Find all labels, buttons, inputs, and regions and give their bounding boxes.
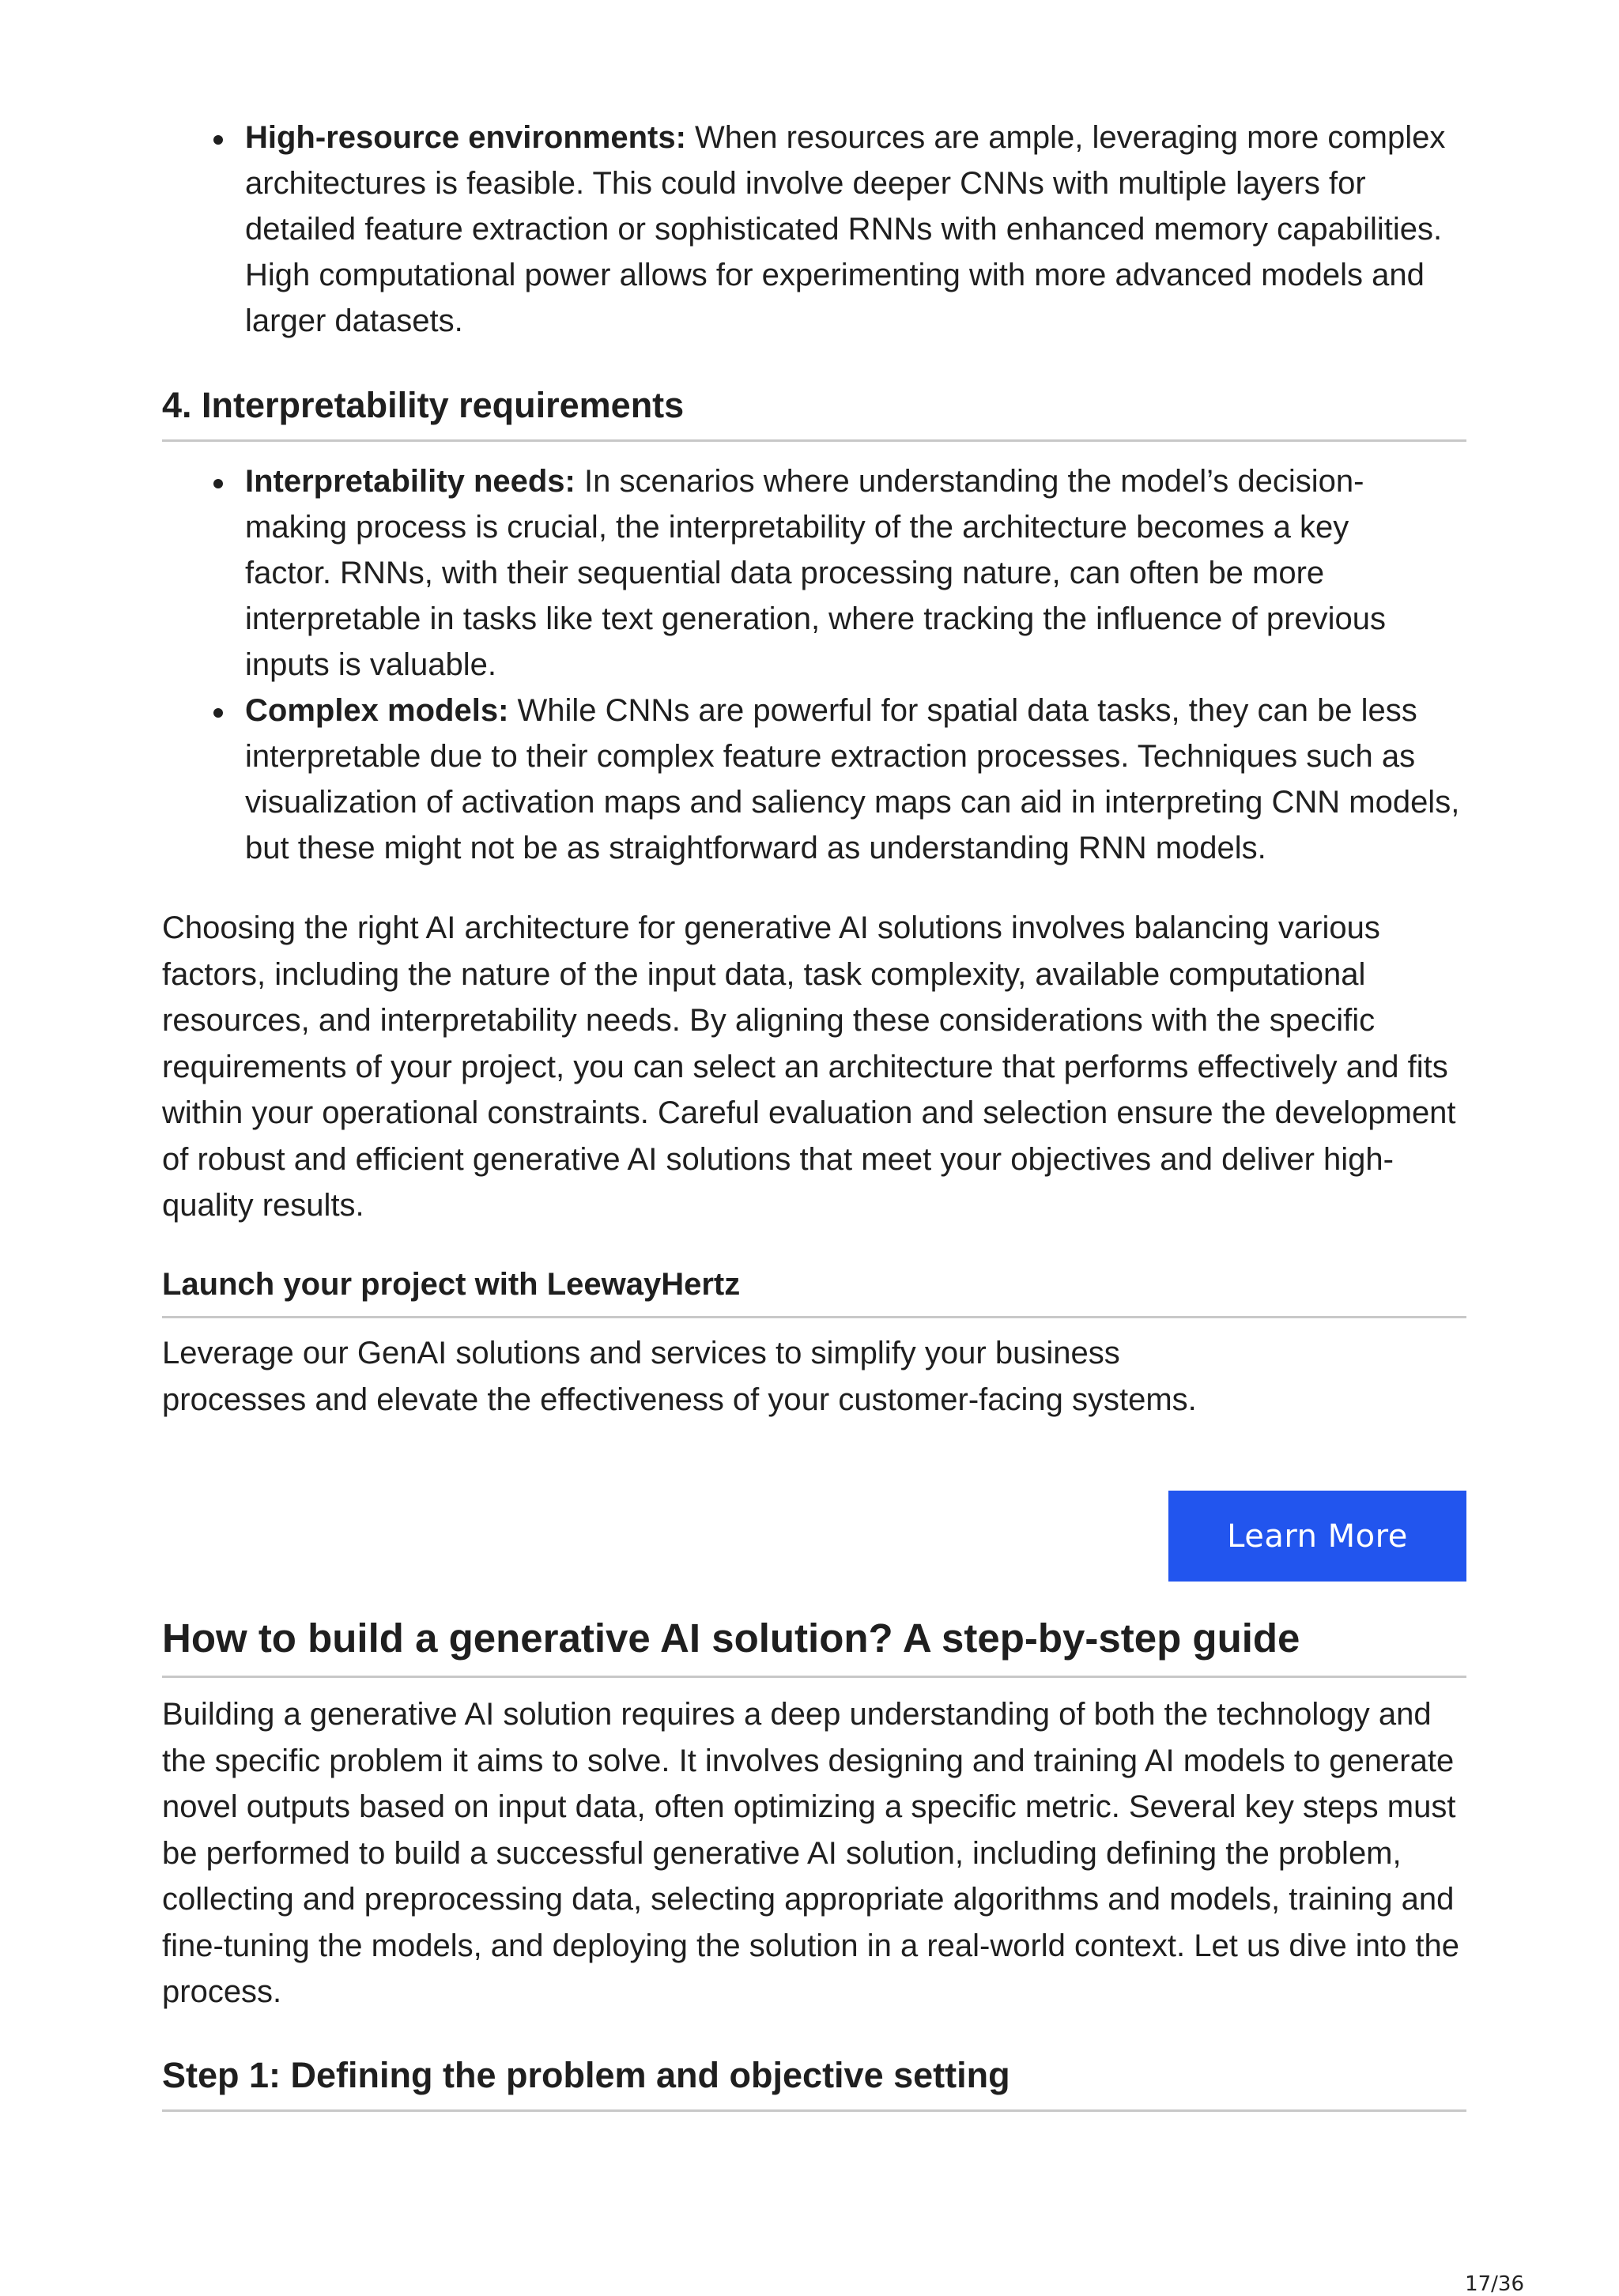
bullet-text: In scenarios where understanding the model’s decision-making process is crucial, the interpretability of the architecture becomes a key factor. RNNs, with their sequential data processing nature, can often be more interpretable in tasks like text generation, where tracking the influence of previous inputs is valuable. [245,464,1387,682]
list-item [245,115,1466,344]
cta-text [162,1330,1466,1423]
bullet-term: Complex models: [245,693,509,728]
cta-text-line: processes and elevate the effectiveness of your customer-facing systems. [162,1382,1197,1417]
cta-title: Launch your project with LeewayHertz [162,1261,1466,1318]
guide-heading: How to build a generative AI solution? A step-by-step guide [162,1612,1466,1678]
list-item [245,688,1466,871]
bullet-list-resources [162,115,1549,344]
bullet-term: High-resource environments: [245,120,686,155]
bullet-term: Interpretability needs: [245,464,576,499]
bullet-text: While CNNs are powerful for spatial data tasks, they can be less interpretable due to their complex feature extraction processes. Techniques such as visualization of activation maps and saliency maps can aid in interpreting CNN models, but these might not be as straightforward as understanding RNN models. [245,693,1460,865]
list-item [245,458,1443,688]
section-heading-interpretability: 4. Interpretability requirements [162,383,1466,442]
bullet-text: When resources are ample, leveraging more complex architectures is feasible. This could involve deeper CNNs with multiple layers for detailed feature extraction or sophisticated RNNs with enhanced memory capabilities. High computational power allows for experimenting with more advanced models and larger datasets. [245,120,1446,338]
guide-paragraph: Building a generative AI solution requires a deep understanding of both the technology and the specific problem it aims to solve. It involves designing and training AI models to generate novel outputs based on input data, often optimizing a specific metric. Several key steps must be performed to build a successful generative AI solution, including defining the problem, collecting and preprocessing data, selecting appropriate algorithms and models, training and fine-tuning the models, and deploying the solution in a real-world context. Let us dive into the process. [162,1697,1460,2009]
conclusion-paragraph: Choosing the right AI architecture for generative AI solutions involves balancing various factors, including the nature of the input data, task complexity, available computational resources, and interpretability needs. By aligning these considerations with the specific requirements of your project, you can select an architecture that performs effectively and fits within your operational constraints. Careful evaluation and selection ensure the development of robust and efficient generative AI solutions that meet your objectives and deliver high-quality results. [162,910,1456,1223]
cta-text-line: Leverage our GenAI solutions and services to simplify your business [162,1336,1120,1370]
step1-heading: Step 1: Defining the problem and objective setting [162,2053,1466,2112]
bullet-list-interpretability [162,458,1549,871]
learn-more-button[interactable]: Learn More [1168,1491,1466,1582]
page-number: 17/36 [1465,2272,1524,2296]
